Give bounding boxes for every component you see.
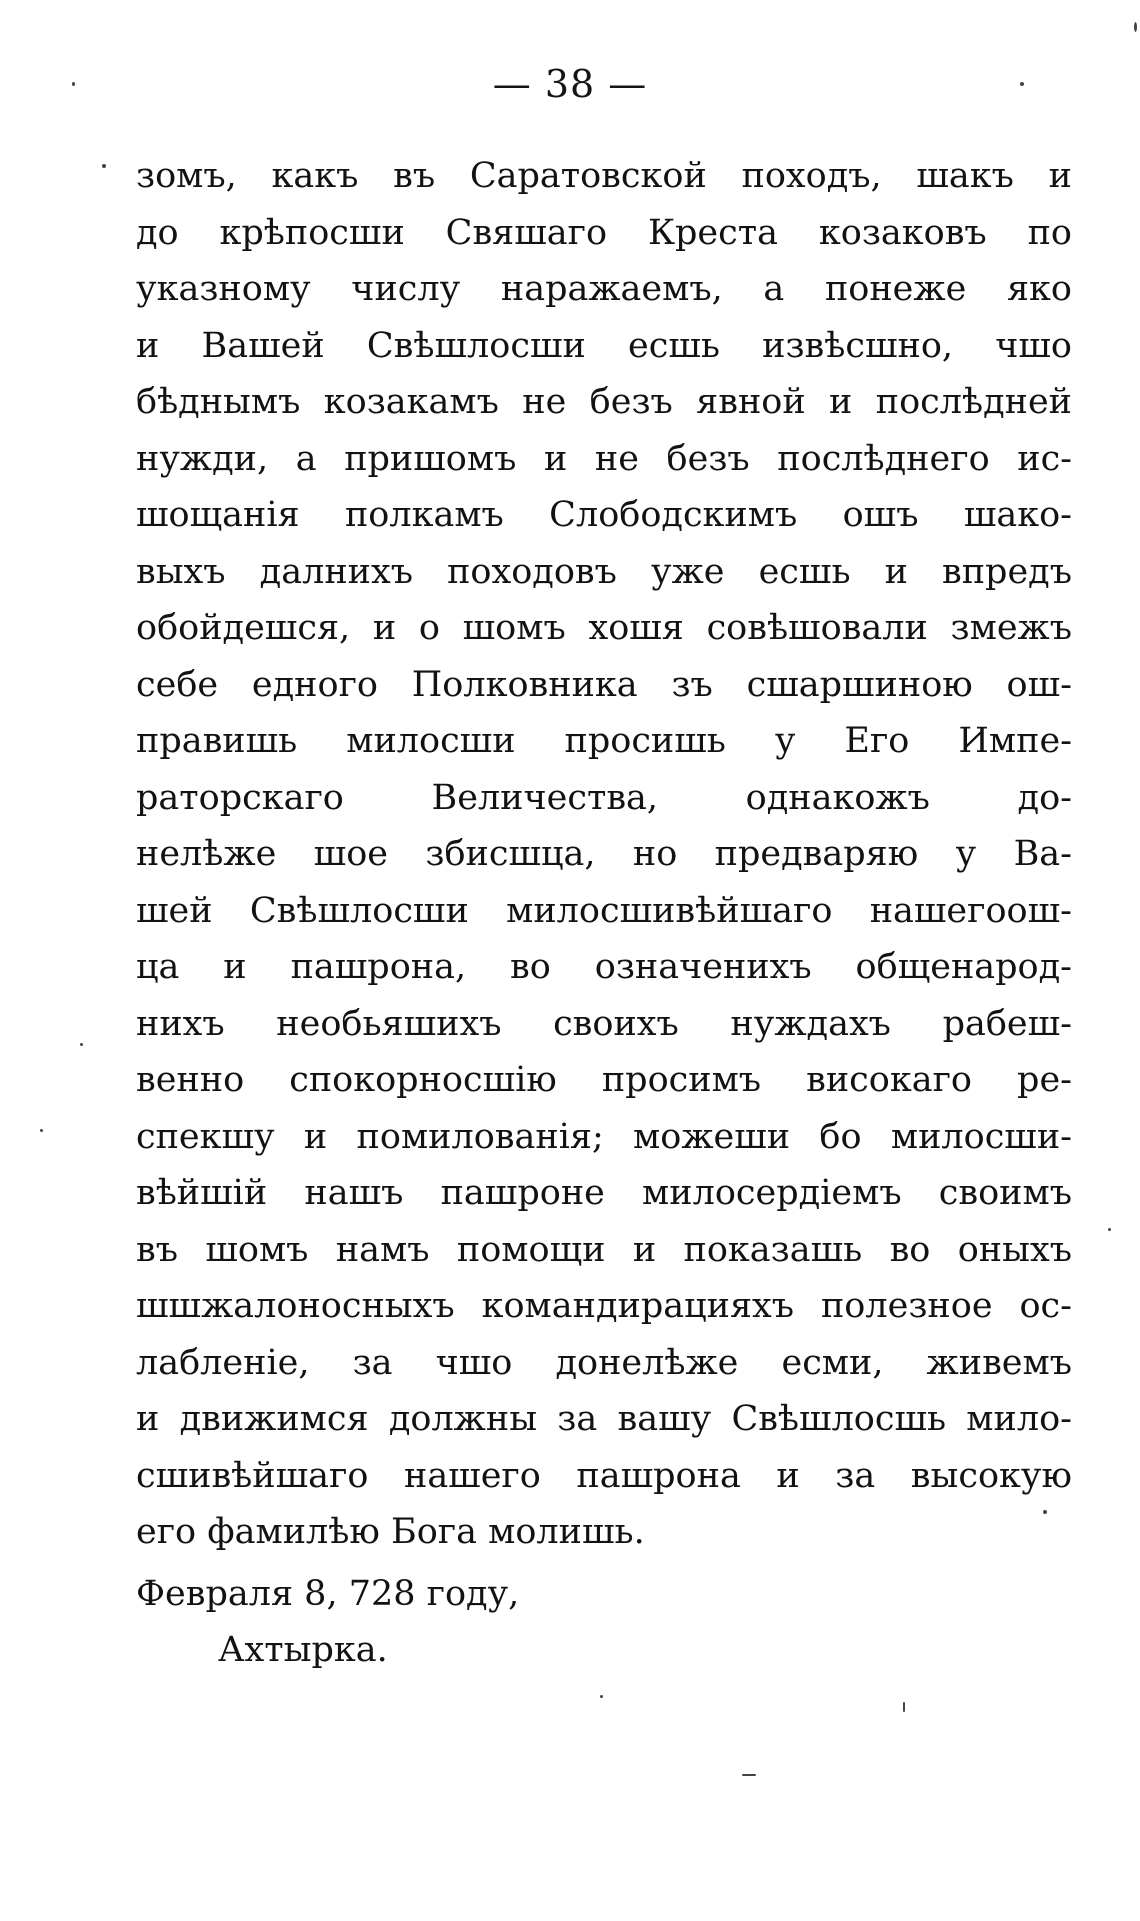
scan-speck (102, 164, 106, 168)
text-line: въ шомъ намъ помощи и показашь во оныхъ (136, 1229, 1072, 1270)
place-line: Ахтырка. (218, 1630, 388, 1670)
text-line: нихъ необьяшихъ своихъ нуждахъ рабеш- (136, 1003, 1072, 1044)
scan-speck (40, 1129, 43, 1132)
scan-speck (1108, 1228, 1111, 1231)
text-line-final: его фамилѣю Бога молишь. (136, 1512, 645, 1552)
text-line: нелѣже шое збисшца, но предваряю у Ва- (136, 834, 1072, 874)
text-line: зомъ, какъ въ Саратовской походъ, шакъ и (136, 156, 1072, 196)
text-line: до крѣпосши Свяшаго Креста козаковъ по (136, 212, 1072, 253)
text-line: обойдешся, и о шомъ хошя совѣшовали змежъ (136, 608, 1072, 648)
text-line: лабленіе, за чшо донелѣже есми, живемъ (136, 1342, 1072, 1383)
scan-speck (80, 1043, 83, 1046)
text-line: шощанія полкамъ Слободскимъ ошъ шако- (136, 495, 1072, 535)
scan-speck (1134, 22, 1137, 32)
text-line: правишь милосши просишь у Его Импе- (136, 721, 1072, 761)
scan-speck (1043, 1510, 1047, 1514)
text-line: раторскаго Величества, однакожъ до- (136, 777, 1072, 818)
scan-speck (742, 1774, 756, 1776)
scan-speck (1020, 82, 1024, 86)
text-line: спекшу и помилованія; можеши бо милосши- (136, 1116, 1072, 1157)
scan-speck (903, 1702, 905, 1712)
text-line: себе едного Полковника зъ сшаршиною ош- (136, 664, 1072, 705)
text-line: шей Свѣшлосши милосшивѣйшаго нашегоош- (136, 890, 1072, 931)
text-line: ца и пашрона, во означенихъ общенарод- (136, 947, 1072, 987)
text-line: и Вашей Свѣшлосши есшь извѣсшно, чшо (136, 325, 1072, 366)
scan-speck (72, 82, 75, 86)
text-line: выхъ далнихъ походовъ уже есшь и впредъ (136, 551, 1072, 592)
text-line: и движимся должны за вашу Свѣшлосшь мило- (136, 1399, 1072, 1439)
letter-closing (136, 1566, 519, 1678)
text-line: шшжалоносныхъ командирацияхъ полезное ос- (136, 1286, 1072, 1326)
text-line: вѣйшій нашъ пашроне милосердіемъ своимъ (136, 1173, 1072, 1213)
scan-speck (600, 1695, 603, 1698)
text-line: указному числу наражаемъ, а понеже яко (136, 269, 1072, 309)
page-number: — 38 — (492, 62, 648, 106)
text-line: нужди, а пришомъ и не безъ послѣднего ис- (136, 438, 1072, 479)
text-line: сшивѣйшаго нашего пашрона и за высокую (136, 1455, 1072, 1496)
text-line: бѣднымъ козакамъ не безъ явной и послѣдней (136, 382, 1072, 422)
date-line: Февраля 8, 728 году, (136, 1574, 520, 1614)
letter-body (136, 148, 1072, 1561)
text-line: венно спокорносшію просимъ високаго ре- (136, 1060, 1072, 1100)
